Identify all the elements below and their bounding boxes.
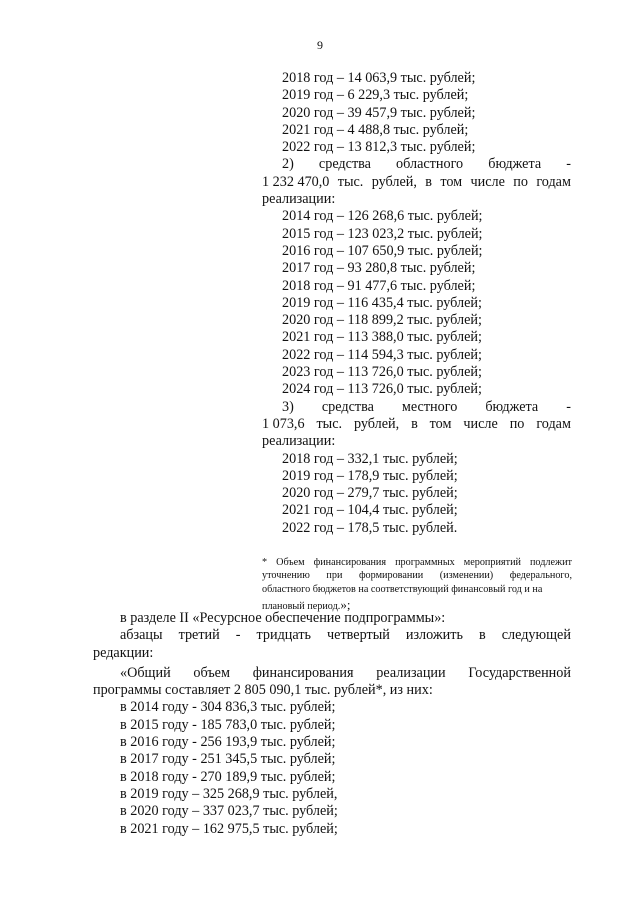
regional-budget-label: реализации: (262, 191, 336, 208)
paragraph-line: программы составляет 2 805 090,1 тыс. рублей*, из них: (93, 682, 433, 699)
paragraph-line: абзацы третий - тридцать четвертый изложить в следующей (120, 627, 571, 644)
list-item: в 2015 году - 185 783,0 тыс. рублей; (120, 716, 336, 733)
list-item: 2019 год – 116 435,4 тыс. рублей; (282, 294, 482, 311)
list-item: в 2019 году – 325 268,9 тыс. рублей, (120, 785, 338, 802)
list-item: 2023 год – 113 726,0 тыс. рублей; (282, 364, 482, 381)
regional-budget-heading: 2) средства областного бюджета - (282, 156, 571, 173)
footnote-line: областного бюджетов на соответствующий финансовый год и на (262, 583, 543, 595)
section-reference: в разделе II «Ресурсное обеспечение подпрограммы»: (120, 610, 446, 626)
list-item: 2016 год – 107 650,9 тыс. рублей; (282, 242, 483, 259)
total-year-list (93, 699, 571, 837)
list-item: 2019 год – 6 229,3 тыс. рублей; (282, 87, 469, 104)
list-item: 2020 год – 39 457,9 тыс. рублей; (282, 104, 476, 121)
footnote-line: плановый период.»; (262, 597, 351, 613)
list-item: 2021 год – 104,4 тыс. рублей; (282, 502, 458, 519)
funding-column (262, 70, 571, 537)
regional-budget-section (262, 156, 571, 398)
list-item: 2020 год – 118 899,2 тыс. рублей; (282, 312, 482, 329)
list-item: 2022 год – 178,5 тыс. рублей. (282, 519, 458, 536)
paragraph-line: редакции: (93, 644, 154, 661)
paragraph-line: «Общий объем финансирования реализации Государственной (120, 664, 571, 681)
local-year-list (262, 451, 571, 537)
federal-year-list (262, 70, 571, 156)
footnote-line: уточнению при формировании (изменении) федерального, (262, 570, 572, 582)
footnote (262, 556, 572, 614)
list-item: 2022 год – 114 594,3 тыс. рублей; (282, 346, 482, 363)
local-budget-section (262, 399, 571, 537)
body-text (93, 610, 571, 838)
list-item: в 2014 году - 304 836,3 тыс. рублей; (120, 699, 336, 716)
list-item: 2018 год – 332,1 тыс. рублей; (282, 450, 458, 467)
list-item: 2020 год – 279,7 тыс. рублей; (282, 485, 458, 502)
list-item: в 2017 году - 251 345,5 тыс. рублей; (120, 751, 336, 768)
list-item: 2021 год – 113 388,0 тыс. рублей; (282, 329, 482, 346)
list-item: 2014 год – 126 268,6 тыс. рублей; (282, 208, 483, 225)
list-item: в 2020 году – 337 023,7 тыс. рублей; (120, 803, 338, 820)
list-item: 2019 год – 178,9 тыс. рублей; (282, 467, 458, 484)
local-budget-heading: 3) средства местного бюджета - (282, 398, 571, 415)
list-item: 2021 год – 4 488,8 тыс. рублей; (282, 121, 469, 138)
local-budget-total: 1 073,6 тыс. рублей, в том числе по годам (262, 415, 571, 432)
list-item: 2015 год – 123 023,2 тыс. рублей; (282, 225, 483, 242)
page-number: 9 (317, 38, 323, 52)
list-item: 2017 год – 93 280,8 тыс. рублей; (282, 260, 476, 277)
list-item: в 2018 году - 270 189,9 тыс. рублей; (120, 768, 336, 785)
list-item: в 2021 году – 162 975,5 тыс. рублей; (120, 820, 338, 837)
local-budget-label: реализации: (262, 433, 336, 450)
list-item: 2018 год – 14 063,9 тыс. рублей; (282, 70, 476, 86)
list-item: 2024 год – 113 726,0 тыс. рублей; (282, 381, 482, 398)
list-item: 2022 год – 13 812,3 тыс. рублей; (282, 139, 476, 156)
regional-budget-total: 1 232 470,0 тыс. рублей, в том числе по годам (262, 173, 571, 190)
list-item: в 2016 году - 256 193,9 тыс. рублей; (120, 734, 336, 751)
regional-year-list (262, 208, 571, 398)
footnote-line: * Объем финансирования программных мероприятий подлежит (262, 557, 572, 568)
list-item: 2018 год – 91 477,6 тыс. рублей; (282, 277, 476, 294)
